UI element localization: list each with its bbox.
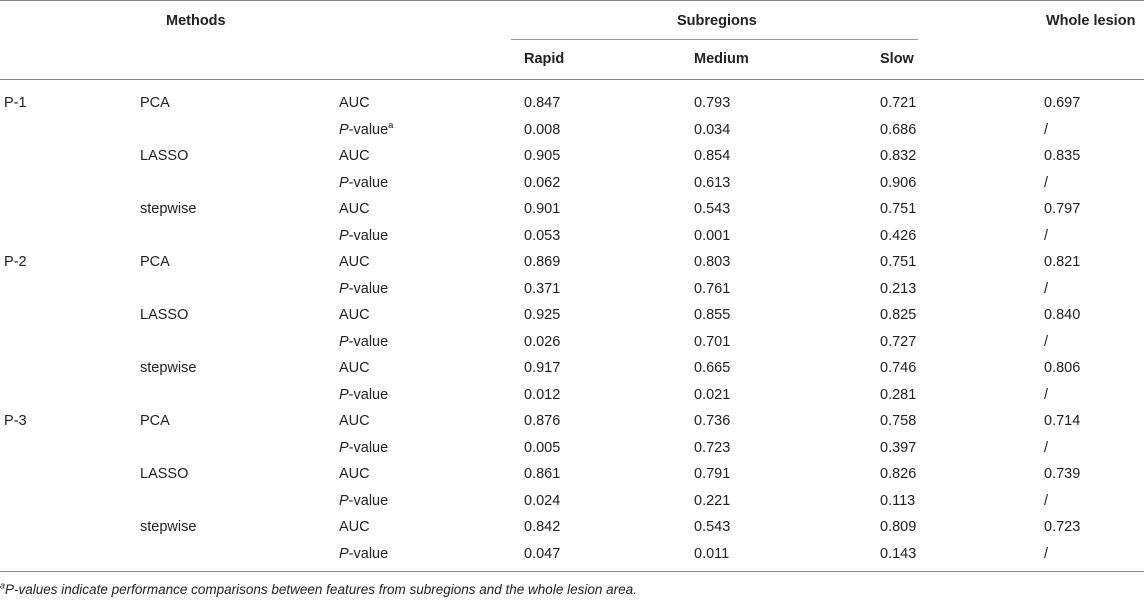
- cell-medium: 0.665: [694, 360, 731, 376]
- cell-rapid: 0.062: [524, 175, 561, 191]
- cell-medium: 0.613: [694, 175, 731, 191]
- cell-metric: AUC: [339, 201, 370, 217]
- cell-slow: 0.397: [880, 440, 917, 456]
- cell-metric: AUC: [339, 95, 370, 111]
- p-value-suffix: -value: [348, 228, 389, 244]
- header-medium: Medium: [694, 51, 749, 67]
- cell-rapid: 0.026: [524, 334, 561, 350]
- cell-whole-lesion: /: [1044, 546, 1049, 562]
- cell-medium: 0.021: [694, 387, 731, 403]
- p-italic: P: [339, 122, 349, 138]
- cell-group: P-1: [4, 95, 27, 111]
- cell-metric: AUC: [339, 360, 370, 376]
- cell-rapid: 0.861: [524, 466, 561, 482]
- cell-method: PCA: [140, 254, 170, 270]
- cell-medium: 0.221: [694, 493, 731, 509]
- cell-rapid: 0.847: [524, 95, 561, 111]
- cell-medium: 0.761: [694, 281, 731, 297]
- cell-method: LASSO: [140, 307, 189, 323]
- p-value-suffix: -value: [348, 546, 389, 562]
- cell-metric: AUC: [339, 307, 370, 323]
- p-italic: P: [339, 175, 349, 191]
- cell-medium: 0.001: [694, 228, 731, 244]
- p-italic: P: [339, 440, 349, 456]
- cell-medium: 0.011: [694, 546, 730, 562]
- cell-slow: 0.751: [880, 254, 917, 270]
- p-value-suffix: -value: [348, 493, 389, 509]
- p-italic: P: [339, 387, 349, 403]
- header-whole-lesion: Whole lesion: [1046, 13, 1136, 29]
- cell-rapid: 0.047: [524, 546, 561, 562]
- table-top-rule: [0, 0, 1144, 1]
- footnote-text: P-values indicate performance comparisons between features from subregions and the whole lesion area.: [5, 582, 637, 597]
- cell-method: PCA: [140, 95, 170, 111]
- cell-medium: 0.723: [694, 440, 731, 456]
- cell-medium: 0.034: [694, 122, 731, 138]
- cell-whole-lesion: 0.797: [1044, 201, 1081, 217]
- cell-medium: 0.791: [694, 466, 731, 482]
- cell-slow: 0.721: [880, 95, 917, 111]
- cell-rapid: 0.905: [524, 148, 561, 164]
- cell-slow: 0.832: [880, 148, 917, 164]
- p-value-suffix: -value: [348, 440, 389, 456]
- cell-method: LASSO: [140, 466, 189, 482]
- cell-group: P-3: [4, 413, 27, 429]
- cell-method: stepwise: [140, 360, 197, 376]
- cell-rapid: 0.008: [524, 122, 561, 138]
- cell-method: PCA: [140, 413, 170, 429]
- header-rapid: Rapid: [524, 51, 565, 67]
- header-subregions: Subregions: [677, 13, 757, 29]
- cell-metric: [339, 280, 388, 298]
- cell-group: P-2: [4, 254, 27, 270]
- cell-rapid: 0.917: [524, 360, 561, 376]
- cell-metric: AUC: [339, 519, 370, 535]
- cell-whole-lesion: /: [1044, 281, 1049, 297]
- cell-medium: 0.855: [694, 307, 731, 323]
- cell-slow: 0.746: [880, 360, 917, 376]
- cell-metric: [339, 545, 388, 563]
- header-slow: Slow: [880, 51, 914, 67]
- cell-medium: 0.854: [694, 148, 731, 164]
- cell-whole-lesion: /: [1044, 228, 1049, 244]
- cell-slow: 0.281: [880, 387, 917, 403]
- cell-rapid: 0.012: [524, 387, 561, 403]
- cell-metric: [339, 227, 388, 245]
- cell-rapid: 0.901: [524, 201, 561, 217]
- cell-metric: AUC: [339, 413, 370, 429]
- cell-metric: AUC: [339, 466, 370, 482]
- cell-slow: 0.825: [880, 307, 917, 323]
- cell-method: stepwise: [140, 201, 197, 217]
- cell-medium: 0.803: [694, 254, 731, 270]
- cell-whole-lesion: 0.739: [1044, 466, 1081, 482]
- cell-whole-lesion: 0.806: [1044, 360, 1081, 376]
- cell-rapid: 0.371: [524, 281, 561, 297]
- cell-medium: 0.701: [694, 334, 731, 350]
- cell-metric: [339, 386, 388, 404]
- cell-metric: [339, 121, 393, 139]
- cell-medium: 0.543: [694, 201, 731, 217]
- header-methods: Methods: [166, 13, 226, 29]
- cell-rapid: 0.869: [524, 254, 561, 270]
- p-italic: P: [339, 281, 349, 297]
- cell-rapid: 0.842: [524, 519, 561, 535]
- cell-whole-lesion: 0.714: [1044, 413, 1081, 429]
- cell-slow: 0.809: [880, 519, 917, 535]
- cell-rapid: 0.005: [524, 440, 561, 456]
- cell-slow: 0.906: [880, 175, 917, 191]
- footnote-marker: a: [388, 120, 394, 132]
- cell-rapid: 0.876: [524, 413, 561, 429]
- cell-whole-lesion: /: [1044, 175, 1049, 191]
- cell-slow: 0.751: [880, 201, 917, 217]
- cell-whole-lesion: 0.723: [1044, 519, 1081, 535]
- cell-metric: [339, 439, 388, 457]
- cell-metric: AUC: [339, 254, 370, 270]
- header-bottom-rule: [0, 79, 1144, 80]
- cell-whole-lesion: /: [1044, 387, 1049, 403]
- cell-whole-lesion: 0.835: [1044, 148, 1081, 164]
- cell-whole-lesion: 0.821: [1044, 254, 1081, 270]
- cell-rapid: 0.925: [524, 307, 561, 323]
- cell-whole-lesion: /: [1044, 334, 1049, 350]
- cell-method: stepwise: [140, 519, 197, 535]
- p-value-suffix: -value: [348, 334, 389, 350]
- cell-whole-lesion: /: [1044, 493, 1049, 509]
- cell-whole-lesion: 0.697: [1044, 95, 1081, 111]
- table-bottom-rule: [0, 571, 1144, 572]
- cell-metric: AUC: [339, 148, 370, 164]
- cell-rapid: 0.024: [524, 493, 561, 509]
- cell-slow: 0.686: [880, 122, 917, 138]
- cell-method: LASSO: [140, 148, 189, 164]
- cell-metric: [339, 174, 388, 192]
- p-value-suffix: -value: [348, 175, 389, 191]
- p-italic: P: [339, 228, 349, 244]
- table-footnote: [0, 582, 637, 598]
- cell-metric: [339, 492, 388, 510]
- subregions-span-rule: [511, 39, 918, 40]
- cell-slow: 0.826: [880, 466, 917, 482]
- p-italic: P: [339, 493, 349, 509]
- cell-slow: 0.213: [880, 281, 917, 297]
- p-value-suffix: -value: [348, 281, 389, 297]
- cell-slow: 0.143: [880, 546, 917, 562]
- cell-medium: 0.543: [694, 519, 731, 535]
- p-value-suffix: -value: [348, 122, 389, 138]
- cell-whole-lesion: /: [1044, 440, 1049, 456]
- cell-slow: 0.727: [880, 334, 917, 350]
- cell-slow: 0.113: [880, 493, 916, 509]
- p-italic: P: [339, 546, 349, 562]
- cell-metric: [339, 333, 388, 351]
- cell-medium: 0.793: [694, 95, 731, 111]
- cell-medium: 0.736: [694, 413, 731, 429]
- cell-rapid: 0.053: [524, 228, 561, 244]
- cell-slow: 0.426: [880, 228, 917, 244]
- cell-whole-lesion: 0.840: [1044, 307, 1081, 323]
- cell-whole-lesion: /: [1044, 122, 1049, 138]
- p-italic: P: [339, 334, 349, 350]
- p-value-suffix: -value: [348, 387, 389, 403]
- cell-slow: 0.758: [880, 413, 917, 429]
- footnote-marker: a: [0, 580, 6, 591]
